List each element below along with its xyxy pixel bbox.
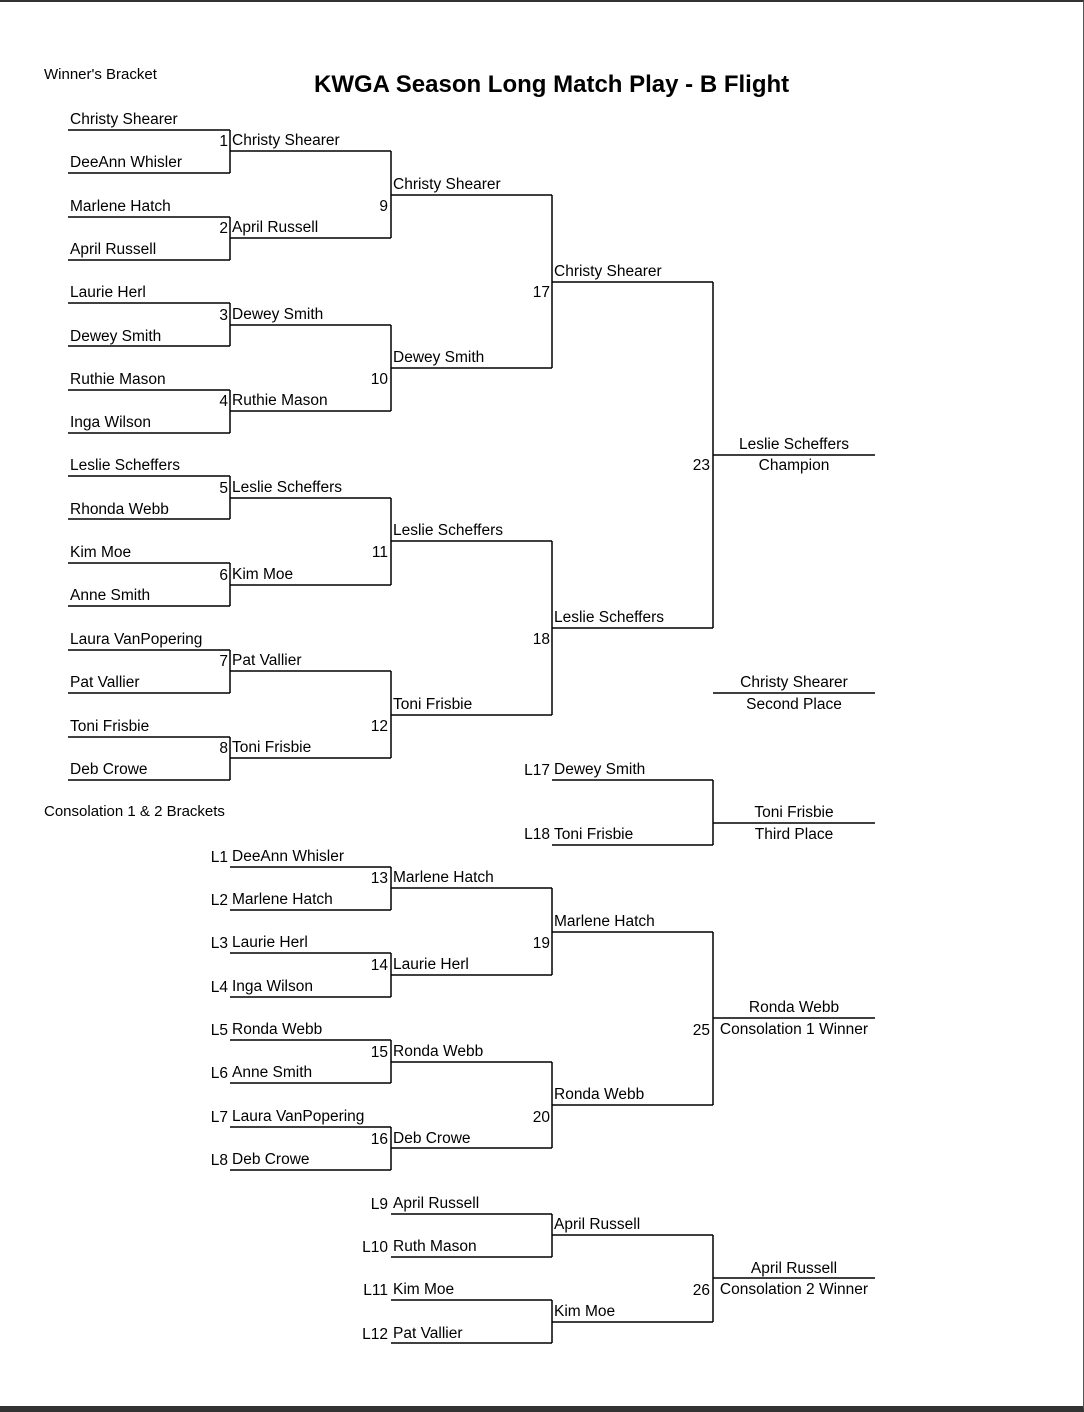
c2-entrant: Pat Vallier (393, 1325, 463, 1342)
w-r4-winner: Leslie Scheffers (554, 609, 664, 626)
w-r1-entrant: Toni Frisbie (70, 718, 150, 735)
third-place-entrant: Toni Frisbie (554, 826, 634, 843)
match-number: 11 (371, 544, 388, 561)
match-number: 17 (532, 284, 550, 301)
c2-entrant: April Russell (393, 1195, 480, 1212)
c1-r3-winner: Marlene Hatch (554, 913, 655, 930)
seed-label: L10 (362, 1239, 388, 1256)
w-r1-entrant: Marlene Hatch (70, 198, 171, 215)
w-r2-winner: Toni Frisbie (232, 739, 312, 756)
consolation1-winner-name: Ronda Webb (748, 999, 840, 1016)
w-r2-winner: Kim Moe (232, 566, 294, 583)
c1-r3-winner: Ronda Webb (554, 1086, 645, 1103)
seed-label: L8 (210, 1152, 228, 1169)
c2-entrant: Kim Moe (393, 1281, 455, 1298)
seed-label: L1 (210, 849, 228, 866)
match-number: 1 (219, 133, 228, 150)
c1-r2-winner: Deb Crowe (393, 1130, 471, 1147)
w-r2-winner: Leslie Scheffers (232, 479, 342, 496)
seed-label: L18 (524, 826, 550, 843)
match-number: 16 (370, 1131, 388, 1148)
c2-entrant: Ruth Mason (393, 1238, 477, 1255)
w-r1-entrant: Kim Moe (70, 544, 132, 561)
c2-r2-winner: Kim Moe (554, 1303, 616, 1320)
match-number: 12 (370, 718, 388, 735)
third-place-label: Third Place (754, 826, 834, 843)
w-r2-winner: April Russell (232, 219, 319, 236)
match-number: 19 (532, 935, 550, 952)
page-title: KWGA Season Long Match Play - B Flight (314, 71, 790, 98)
seed-label: L3 (210, 935, 228, 952)
seed-label: L17 (524, 762, 550, 779)
w-r2-winner: Christy Shearer (232, 132, 340, 149)
c1-entrant: DeeAnn Whisler (232, 848, 344, 865)
c1-entrant: Deb Crowe (232, 1151, 310, 1168)
w-r1-entrant: Rhonda Webb (70, 501, 169, 518)
w-r1-entrant: Leslie Scheffers (70, 457, 180, 474)
match-number: 6 (219, 567, 228, 584)
c1-entrant: Anne Smith (232, 1064, 313, 1081)
match-number: 15 (370, 1044, 388, 1061)
seed-label: L2 (210, 892, 228, 909)
c1-entrant: Marlene Hatch (232, 891, 333, 908)
c1-r2-winner: Ronda Webb (393, 1043, 484, 1060)
match-number: 26 (692, 1282, 710, 1299)
c1-entrant: Ronda Webb (232, 1021, 323, 1038)
consolation-brackets-heading: Consolation 1 & 2 Brackets (44, 803, 225, 820)
third-place-name: Toni Frisbie (754, 804, 834, 821)
consolation2-winner-label: Consolation 2 Winner (719, 1281, 869, 1298)
seed-label: L7 (210, 1109, 228, 1126)
match-number: 8 (219, 740, 228, 757)
second-place-label: Second Place (746, 696, 842, 713)
seed-label: L11 (363, 1282, 388, 1299)
w-r1-entrant: Pat Vallier (70, 674, 140, 691)
w-r3-winner: Christy Shearer (393, 176, 501, 193)
c1-entrant: Laurie Herl (232, 934, 308, 951)
w-r1-entrant: Inga Wilson (70, 414, 151, 431)
w-r2-winner: Pat Vallier (232, 652, 302, 669)
match-number: 7 (219, 653, 228, 670)
w-r3-winner: Dewey Smith (393, 349, 485, 366)
match-number: 18 (532, 631, 550, 648)
match-number: 23 (692, 457, 710, 474)
w-r3-winner: Toni Frisbie (393, 696, 473, 713)
w-r1-entrant: Christy Shearer (70, 111, 178, 128)
seed-label: L12 (362, 1326, 388, 1343)
match-number: 14 (370, 957, 388, 974)
match-number: 20 (532, 1109, 550, 1126)
third-place-entrant: Dewey Smith (554, 761, 646, 778)
w-r1-entrant: April Russell (70, 241, 157, 258)
seed-label: L4 (210, 979, 228, 996)
w-r4-winner: Christy Shearer (554, 263, 662, 280)
seed-label: L5 (210, 1022, 228, 1039)
consolation2-winner-name: April Russell (750, 1260, 838, 1277)
seed-label: L6 (210, 1065, 228, 1082)
match-number: 25 (692, 1022, 710, 1039)
w-r1-entrant: Deb Crowe (70, 761, 148, 778)
c2-r2-winner: April Russell (554, 1216, 641, 1233)
c1-entrant: Inga Wilson (232, 978, 313, 995)
c1-r2-winner: Laurie Herl (393, 956, 469, 973)
match-number: 2 (219, 220, 228, 237)
winners-bracket-heading: Winner's Bracket (44, 66, 157, 83)
w-r1-entrant: Dewey Smith (70, 328, 162, 345)
second-place-name: Christy Shearer (740, 674, 848, 691)
w-r3-winner: Leslie Scheffers (393, 522, 503, 539)
match-number: 10 (370, 371, 388, 388)
champion-label: Champion (758, 457, 830, 474)
w-r1-entrant: Ruthie Mason (70, 371, 166, 388)
match-number: 3 (219, 307, 228, 324)
match-number: 9 (379, 198, 388, 215)
w-r2-winner: Ruthie Mason (232, 392, 328, 409)
match-number: 4 (219, 393, 228, 410)
c1-r2-winner: Marlene Hatch (393, 869, 494, 886)
w-r1-entrant: Laura VanPopering (70, 631, 203, 648)
consolation1-winner-label: Consolation 1 Winner (719, 1021, 869, 1038)
c1-entrant: Laura VanPopering (232, 1108, 365, 1125)
w-r2-winner: Dewey Smith (232, 306, 324, 323)
match-number: 13 (370, 870, 388, 887)
seed-label: L9 (370, 1196, 388, 1213)
w-r1-entrant: DeeAnn Whisler (70, 154, 182, 171)
match-number: 5 (219, 480, 228, 497)
w-r1-entrant: Laurie Herl (70, 284, 146, 301)
w-r1-entrant: Anne Smith (70, 587, 151, 604)
champion-name: Leslie Scheffers (739, 436, 849, 453)
